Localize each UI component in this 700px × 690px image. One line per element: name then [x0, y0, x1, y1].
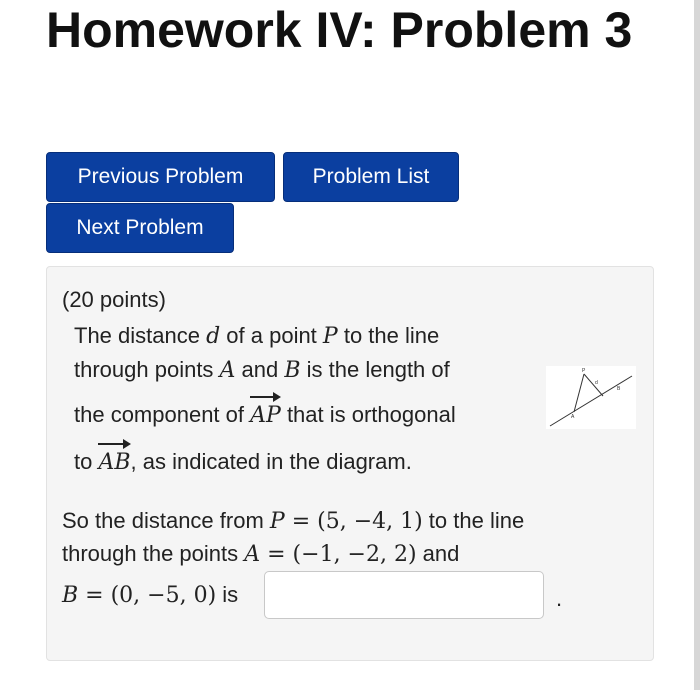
window-edge — [694, 0, 700, 690]
intro-line-2: through points A and B is the length of — [74, 357, 450, 383]
diagram-label-d: d — [595, 380, 598, 386]
line-ab — [550, 376, 632, 426]
vector-ap: AP — [250, 401, 281, 431]
intro-line-1: The distance d of a point P to the line — [74, 323, 440, 349]
vector-ab: AB — [98, 448, 130, 478]
intro-line-4: to AB, as indicated in the diagram. — [74, 447, 412, 478]
intro-line-3: the component of AP that is orthogonal — [74, 400, 456, 431]
diagram-label-b: B — [617, 386, 621, 392]
sentence-period: . — [556, 586, 563, 611]
question-line-3: B = (0, −5, 0) is — [62, 582, 239, 608]
diagram-label-p: P — [582, 368, 586, 374]
answer-input[interactable] — [264, 571, 544, 619]
distance-segment — [584, 374, 603, 396]
question-line-1: So the distance from P = (5, −4, 1) to the line — [62, 508, 525, 534]
next-problem-button[interactable]: Next Problem — [46, 203, 234, 253]
page-title: Homework IV: Problem 3 — [46, 2, 633, 58]
question-line-2: through the points A = (−1, −2, 2) and — [62, 541, 460, 567]
previous-problem-button[interactable]: Previous Problem — [46, 152, 275, 202]
diagram-label-a: A — [571, 414, 575, 420]
problem-points: (20 points) — [62, 287, 166, 312]
distance-diagram — [546, 366, 636, 429]
problem-list-button[interactable]: Problem List — [283, 152, 459, 202]
